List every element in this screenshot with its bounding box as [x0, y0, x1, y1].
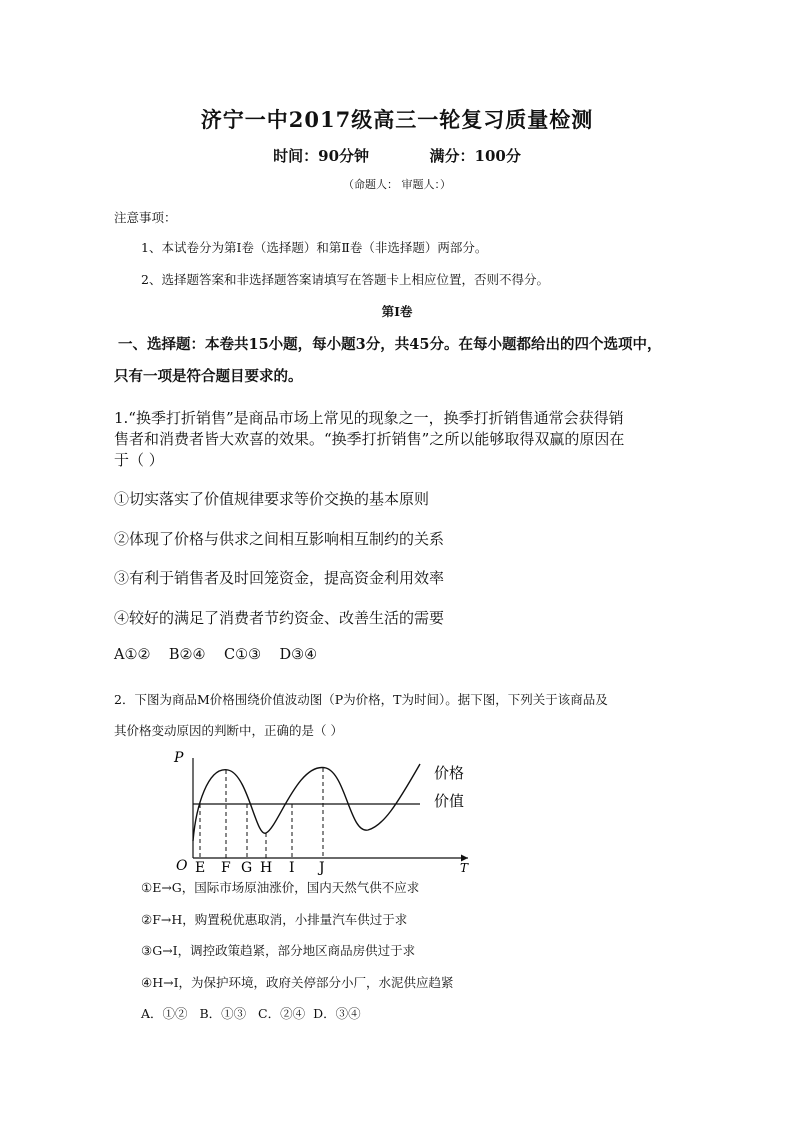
q2-stem-1: 2．下图为商品M价格围绕价值波动图（P为价格，T为时间）。据下图，下列关于该商品及 [114, 692, 608, 707]
q2-stem-2: 其价格变动原因的判断中，正确的是（ ） [114, 723, 343, 738]
note-item-2: 2、选择题答案和非选择题答案请填写在答题卡上相应位置，否则不得分。 [141, 272, 549, 287]
exam-title: 济宁一中2017级高三一轮复习质量检测 [200, 107, 594, 132]
q1-option-4: ④较好的满足了消费者节约资金、改善生活的需要 [114, 609, 445, 627]
exam-authors: （命题人： 审题人：） [343, 178, 451, 191]
tick-label-I: I [289, 860, 295, 876]
q1-option-3: ③有利于销售者及时回笼资金，提高资金利用效率 [114, 569, 445, 587]
q2-option-4: ④H→I，为保护环境，政府关停部分小厂，水泥供应趋紧 [141, 975, 454, 990]
q1-option-2: ②体现了价格与供求之间相互影响相互制约的关系 [114, 530, 445, 548]
section-instruction-1: 一、选择题：本卷共15小题，每小题3分，共45分。在每小题都给出的四个选项中， [118, 336, 662, 353]
series-price-curve [193, 764, 420, 841]
q1-stem-2: 售者和消费者皆大欢喜的效果。“换季打折销售”之所以能够取得双赢的原因在 [114, 430, 625, 448]
legend-value: 价值 [434, 792, 465, 810]
tick-label-H: H [260, 860, 273, 876]
q1-stem-3: 于（ ） [114, 451, 164, 469]
exam-time: 时间：90分钟 [273, 147, 370, 165]
price-value-chart [168, 746, 478, 876]
q1-answers: A①② B②④ C①③ D③④ [114, 647, 318, 663]
exam-score: 满分：100分 [429, 147, 521, 165]
y-axis-label: P [174, 750, 184, 766]
q2-answers: A．①② B．①③ C．②④ D．③④ [141, 1006, 361, 1021]
section-title: 第Ⅰ卷 [381, 304, 413, 319]
note-item-1: 1、本试卷分为第Ⅰ卷（选择题）和第Ⅱ卷（非选择题）两部分。 [141, 240, 488, 255]
tick-label-F: F [221, 860, 231, 876]
tick-label-E: E [195, 860, 206, 876]
q2-option-3: ③G→I，调控政策趋紧，部分地区商品房供过于求 [141, 943, 416, 958]
exam-subtitle [0, 145, 794, 166]
section-instruction-2: 只有一项是符合题目要求的。 [114, 368, 303, 385]
q1-stem-1: 1.“换季打折销售”是商品市场上常见的现象之一，换季打折销售通常会获得销 [114, 409, 624, 427]
legend-price: 价格 [434, 764, 465, 782]
q1-option-1: ①切实落实了价值规律要求等价交换的基本原则 [114, 490, 430, 508]
tick-label-G: G [241, 860, 253, 876]
q2-option-2: ②F→H，购置税优惠取消，小排量汽车供过于求 [141, 912, 408, 927]
notes-heading: 注意事项： [114, 210, 177, 225]
tick-label-J: J [319, 860, 325, 876]
origin-label: O [176, 858, 188, 874]
q2-option-1: ①E→G，国际市场原油涨价，国内天然气供不应求 [141, 880, 420, 895]
x-axis-label: T [460, 861, 469, 875]
